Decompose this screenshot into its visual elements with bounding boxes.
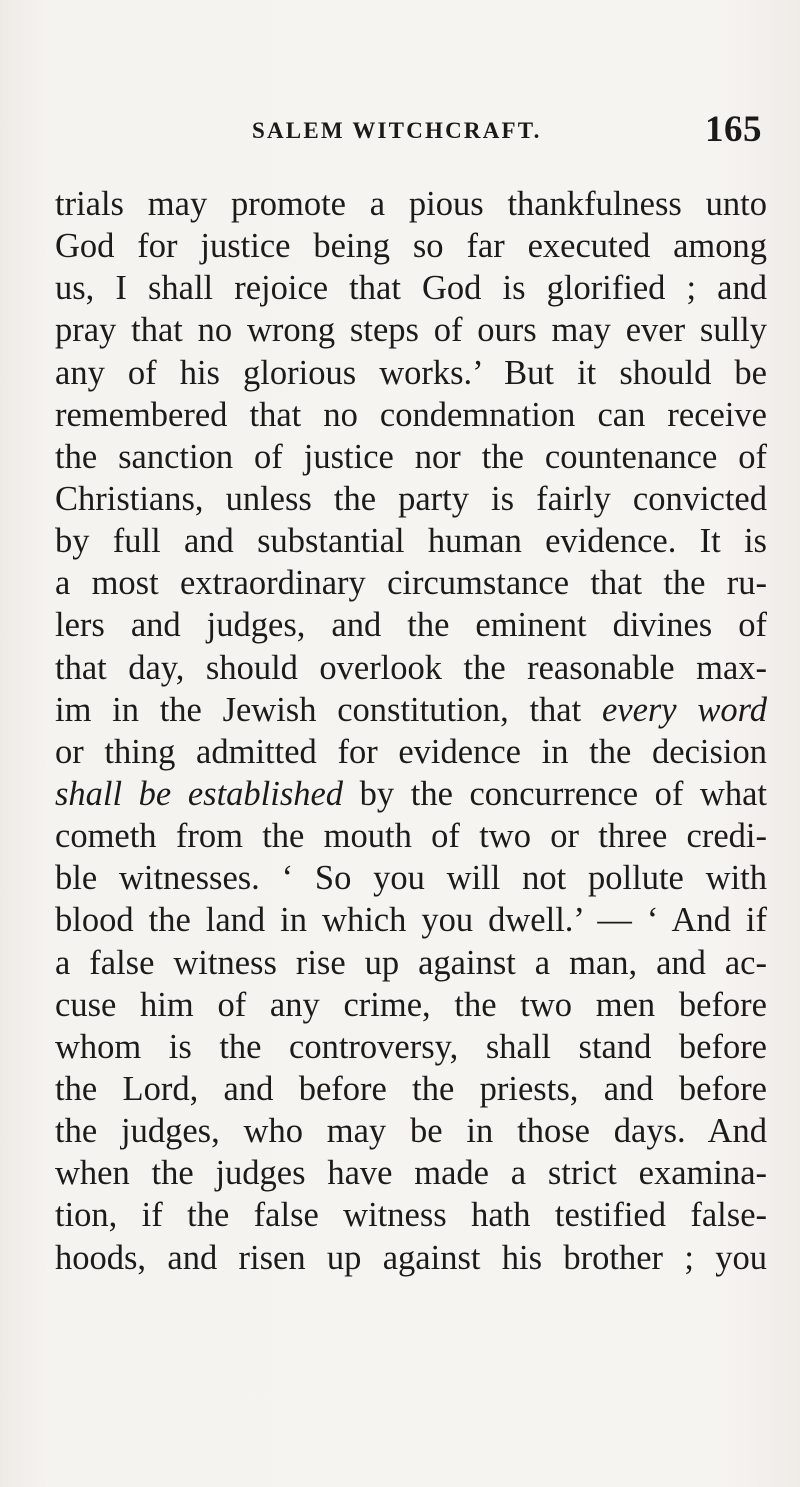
text-line: trials may promote a pious thankfulness unto xyxy=(55,185,767,223)
text-line: Christians, unless the party is fairly convicted xyxy=(55,479,767,518)
text-line: that day, should overlook the reasonable max- xyxy=(55,648,767,687)
body-text xyxy=(55,183,767,1279)
text-line: when the judges have made a strict examina- xyxy=(55,1154,767,1193)
text-line: hoods, and risen up against his brother ; you xyxy=(55,1238,767,1277)
roman-text: by the concurrence of what xyxy=(343,774,767,813)
text-line: a most extraordinary circumstance that the ru- xyxy=(55,564,767,603)
page-number: 165 xyxy=(705,109,762,150)
text-line: or thing admitted for evidence in the decision xyxy=(55,732,767,771)
text-line: God for justice being so far executed among xyxy=(55,227,767,266)
text-line: pray that no wrong steps of ours may ever sully xyxy=(55,311,767,350)
text-line: by full and substantial human evidence. It is xyxy=(55,522,767,561)
text-line: a false witness rise up against a man, and ac- xyxy=(55,943,767,982)
text-line: us, I shall rejoice that God is glorified ; and xyxy=(55,269,767,308)
text-line: whom is the controversy, shall stand before xyxy=(55,1027,767,1066)
text-line: blood the land in which you dwell.’ — ‘ And if xyxy=(55,901,767,940)
text-line: ble witnesses. ‘ So you will not pollute with xyxy=(55,859,767,898)
page-header xyxy=(252,109,762,152)
text-line: cometh from the mouth of two or three credi- xyxy=(55,817,767,856)
italic-emphasis: every word xyxy=(601,690,767,729)
text-line: the judges, who may be in those days. And xyxy=(55,1112,767,1151)
text-line: tion, if the false witness hath testified false- xyxy=(55,1196,767,1235)
text-line-mixed xyxy=(55,689,767,731)
text-line: the sanction of justice nor the countenance of xyxy=(55,437,767,476)
italic-emphasis: shall be established xyxy=(55,774,344,813)
text-line: the Lord, and before the priests, and before xyxy=(55,1069,767,1108)
text-line: remembered that no condemnation can receive xyxy=(55,395,767,434)
text-line-mixed xyxy=(55,773,767,815)
running-title: SALEM WITCHCRAFT. xyxy=(252,118,542,143)
roman-text: im in the Jewish constitution, that xyxy=(55,690,602,729)
text-line: cuse him of any crime, the two men before xyxy=(55,985,767,1024)
text-line: lers and judges, and the eminent divines of xyxy=(55,606,767,645)
text-line: any of his glorious works.’ But it should be xyxy=(55,353,767,392)
